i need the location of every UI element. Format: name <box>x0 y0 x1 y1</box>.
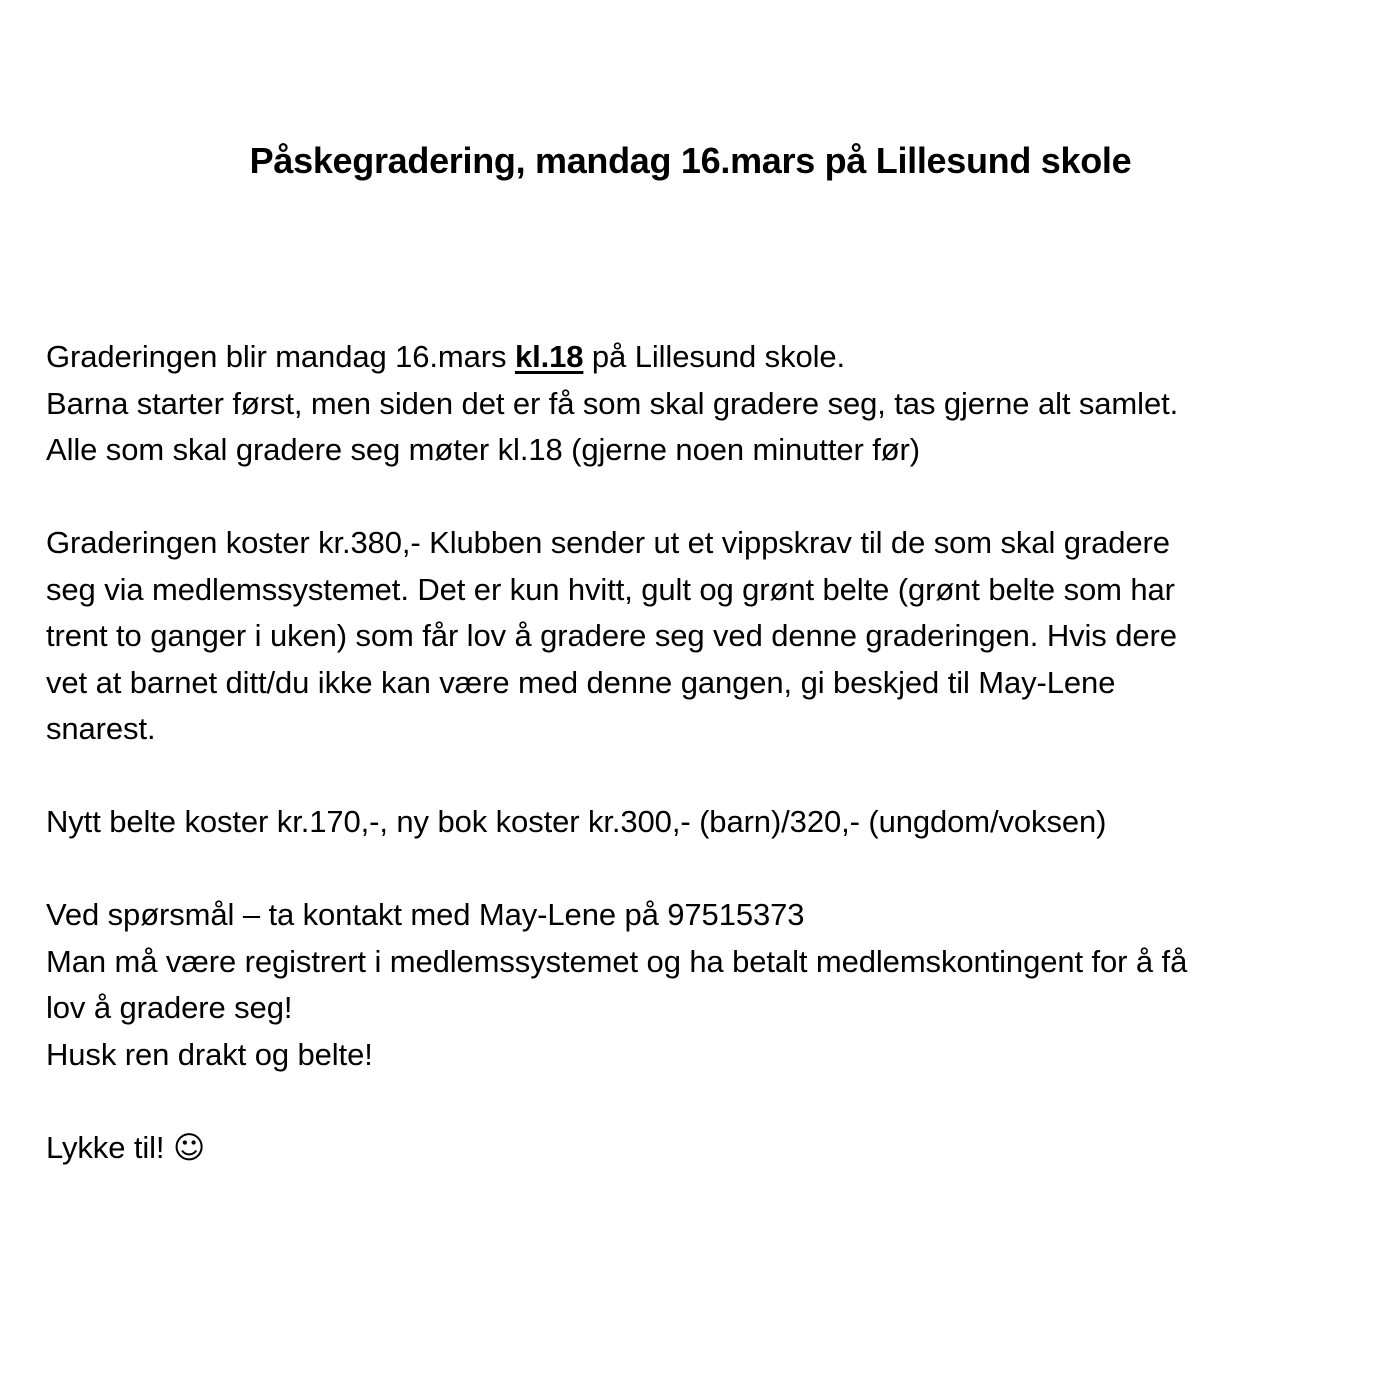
paragraph-gap <box>46 846 1366 893</box>
text-line: trent to ganger i uken) som får lov å gradere seg ved denne graderingen. Hvis dere <box>46 618 1177 653</box>
text-segment: Graderingen blir mandag 16.mars <box>46 339 515 374</box>
paragraph-contact <box>46 892 1366 1078</box>
paragraph-closing <box>46 1125 1366 1172</box>
text-line: Ved spørsmål – ta kontakt med May-Lene på 97515373 <box>46 897 805 932</box>
paragraph-gap <box>46 474 1366 521</box>
paragraph-belt-book-price <box>46 799 1366 846</box>
paragraph-gap <box>46 753 1366 800</box>
document-title: Påskegradering, mandag 16.mars på Lillesund skole <box>249 140 1132 181</box>
smiley-icon: ☺ <box>172 1129 206 1166</box>
text-line: Nytt belte koster kr.170,-, ny bok koster kr.300,- (barn)/320,- (ungdom/voksen) <box>46 804 1107 839</box>
document-body <box>46 334 1366 1171</box>
text-line: Barna starter først, men siden det er få som skal gradere seg, tas gjerne alt samlet. <box>46 385 1179 421</box>
text-line: vet at barnet ditt/du ikke kan være med denne gangen, gi beskjed til May-Lene <box>46 664 1116 700</box>
text-line: Alle som skal gradere seg møter kl.18 (gjerne noen minutter før) <box>46 432 920 467</box>
text-line: lov å gradere seg! <box>46 990 293 1025</box>
paragraph-price <box>46 520 1366 753</box>
text-line: seg via medlemssystemet. Det er kun hvitt, gult og grønt belte (grønt belte som har <box>46 571 1175 607</box>
time-emphasis: kl.18 <box>514 339 584 374</box>
text-line <box>46 334 1366 381</box>
text-segment: på Lillesund skole. <box>583 339 846 374</box>
text-line: Graderingen koster kr.380,- Klubben sender ut et vippskrav til de som skal gradere <box>46 525 1170 560</box>
text-line <box>46 1125 1366 1172</box>
paragraph-gap <box>46 1078 1366 1125</box>
text-line: snarest. <box>46 711 156 746</box>
text-line: Man må være registrert i medlemssystemet og ha betalt medlemskontingent for å få <box>46 943 1188 979</box>
closing-text: Lykke til! <box>46 1129 173 1165</box>
paragraph-time-place <box>46 334 1366 474</box>
text-line: Husk ren drakt og belte! <box>46 1036 373 1072</box>
